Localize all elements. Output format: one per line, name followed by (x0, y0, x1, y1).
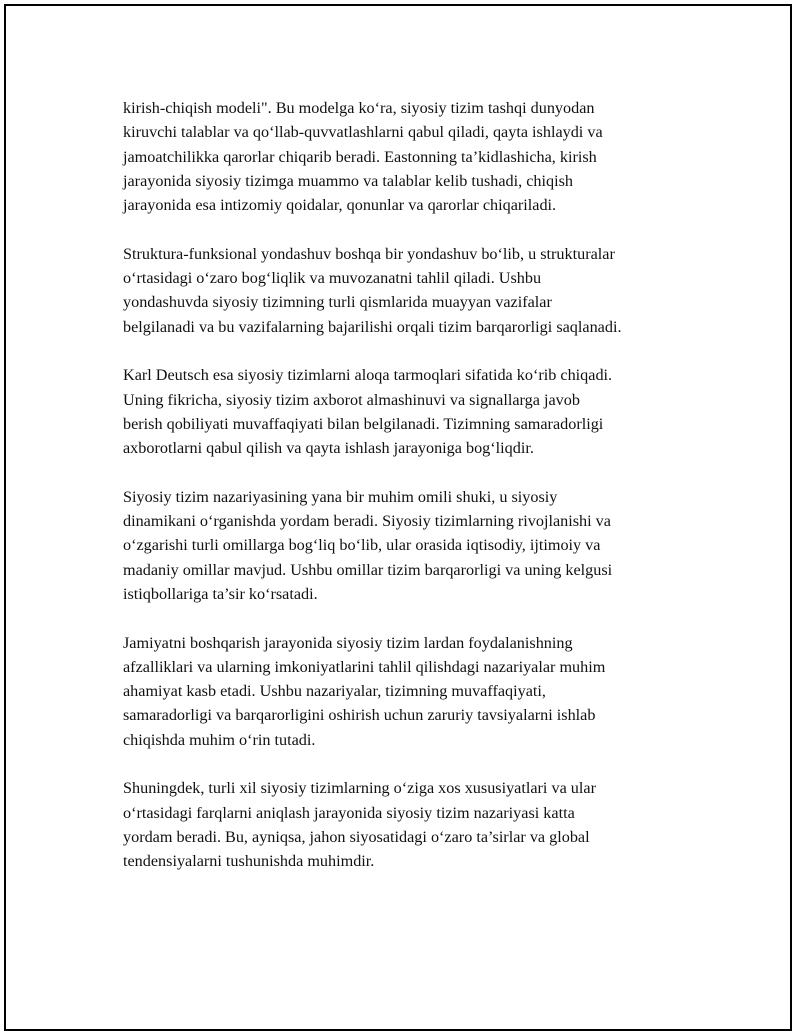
text-line: dinamikani o‘rganishda yordam beradi. Siyosiy tizimlarning rivojlanishi va (123, 512, 611, 531)
paragraph-1 (123, 96, 693, 217)
text-line: yondashuvda siyosiy tizimning turli qismlarida muayyan vazifalar (123, 293, 552, 312)
text-line: ahamiyat kasb etadi. Ushbu nazariyalar, tizimning muvaffaqiyati, (123, 682, 546, 701)
page-frame (4, 4, 792, 1031)
text-line: chiqishda muhim o‘rin tutadi. (123, 730, 316, 749)
text-line: Uning fikricha, siyosiy tizim axborot almashinuvi va signallarga javob (123, 390, 580, 409)
text-line: tendensiyalarni tushunishda muhimdir. (123, 852, 375, 871)
text-line: afzalliklari va ularning imkoniyatlarini tahlil qilishdagi nazariyalar muhim (123, 657, 606, 676)
text-line: o‘rtasidagi farqlarni aniqlash jarayonida siyosiy tizim nazariyasi katta (123, 803, 575, 822)
text-line: o‘rtasidagi o‘zaro bog‘liqlik va muvozanatni tahlil qiladi. Ushbu (123, 269, 542, 288)
text-line: kiruvchi talablar va qo‘llab-quvvatlashlarni qabul qiladi, qayta ishlaydi va (123, 123, 603, 142)
text-line: Karl Deutsch esa siyosiy tizimlarni aloqa tarmoqlari sifatida ko‘rib chiqadi. (123, 366, 613, 385)
text-line: Jamiyatni boshqarish jarayonida siyosiy tizim lardan foydalanishning (123, 633, 573, 652)
text-line: Shuningdek, turli xil siyosiy tizimlarning o‘ziga xos xususiyatlari va ular (123, 779, 596, 798)
text-line: axborotlarni qabul qilish va qayta ishlash jarayoniga bog‘liqdir. (123, 439, 534, 458)
text-line: berish qobiliyati muvaffaqiyati bilan belgilanadi. Tizimning samaradorligi (123, 414, 604, 433)
text-line: Siyosiy tizim nazariyasining yana bir muhim omili shuki, u siyosiy (123, 487, 558, 506)
text-line: jarayonida esa intizomiy qoidalar, qonunlar va qarorlar chiqariladi. (123, 196, 557, 215)
text-line: istiqbollariga ta’sir ko‘rsatadi. (123, 584, 318, 603)
text-line: Struktura-funksional yondashuv boshqa bir yondashuv bo‘lib, u strukturalar (123, 244, 615, 263)
paragraph-3 (123, 363, 693, 460)
text-line: jarayonida siyosiy tizimga muammo va talablar kelib tushadi, chiqish (123, 171, 574, 190)
paragraph-5 (123, 631, 693, 752)
text-line: madaniy omillar mavjud. Ushbu omillar tizim barqarorligi va uning kelgusi (123, 560, 613, 579)
paragraph-2 (123, 242, 693, 339)
text-line: jamoatchilikka qarorlar chiqarib beradi. Eastonning ta’kidlashicha, kirish (123, 147, 597, 166)
paragraph-6 (123, 776, 693, 873)
text-line: belgilanadi va bu vazifalarning bajarilishi orqali tizim barqarorligi saqlanadi. (123, 317, 622, 336)
paragraph-4 (123, 485, 693, 606)
text-line: kirish-chiqish modeli". Bu modelga ko‘ra, siyosiy tizim tashqi dunyodan (123, 99, 595, 117)
text-line: samaradorligi va barqarorligini oshirish uchun zaruriy tavsiyalarni ishlab (123, 706, 596, 725)
text-line: o‘zgarishi turli omillarga bog‘liq bo‘lib, ular orasida iqtisodiy, ijtimoiy va (123, 536, 601, 555)
document-body (123, 96, 693, 898)
text-line: yordam beradi. Bu, ayniqsa, jahon siyosatidagi o‘zaro ta’sirlar va global (123, 827, 590, 846)
